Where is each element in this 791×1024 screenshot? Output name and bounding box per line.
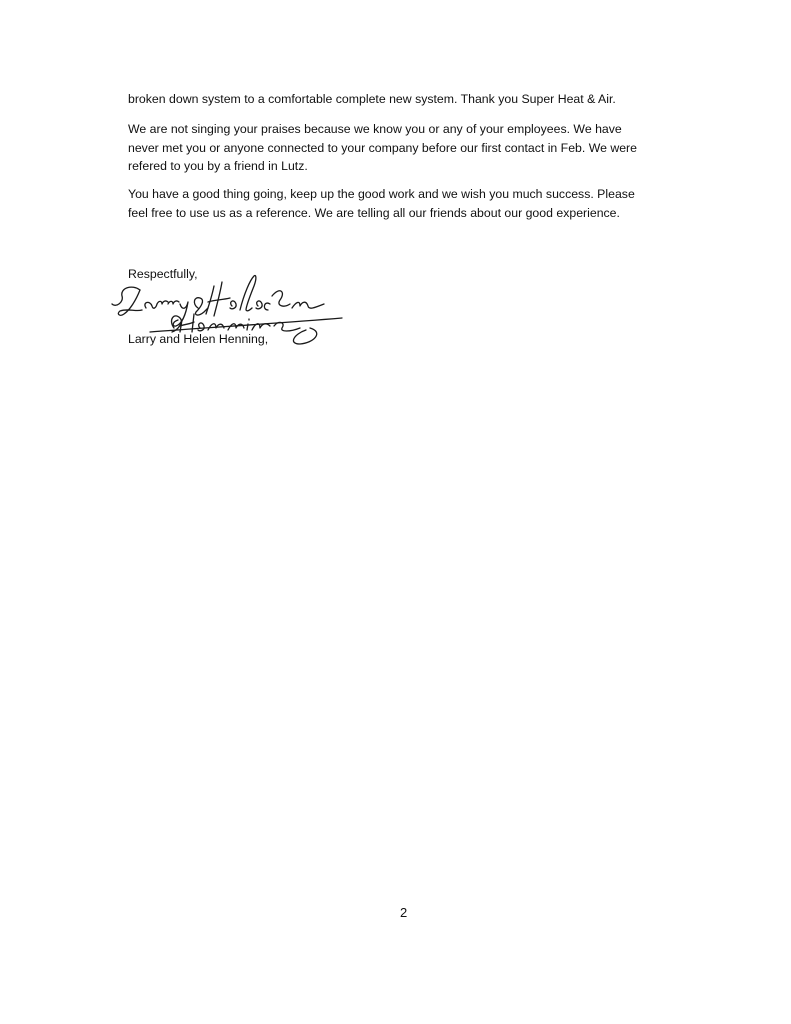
signer-name: Larry and Helen Henning,: [128, 332, 269, 346]
paragraph-3: [128, 185, 688, 222]
paragraph-1: [128, 90, 688, 109]
closing-salutation: Respectfully,: [128, 267, 198, 281]
paragraph-line: You have a good thing going, keep up the good work and we wish you much success. Please: [128, 187, 635, 201]
paragraph-2: [128, 120, 688, 176]
paragraph-line: never met you or anyone connected to your company before our first contact in Feb. We were: [128, 140, 637, 155]
paragraph-line: We are not singing your praises because we know you or any of your employees. We have: [128, 122, 622, 136]
paragraph-line: broken down system to a comfortable complete new system. Thank you Super Heat & Air.: [128, 92, 616, 106]
page-number: 2: [400, 905, 408, 920]
paragraph-line: refered to you by a friend in Lutz.: [128, 159, 308, 173]
paragraph-line: feel free to use us as a reference. We are telling all our friends about our good experience.: [128, 205, 620, 220]
